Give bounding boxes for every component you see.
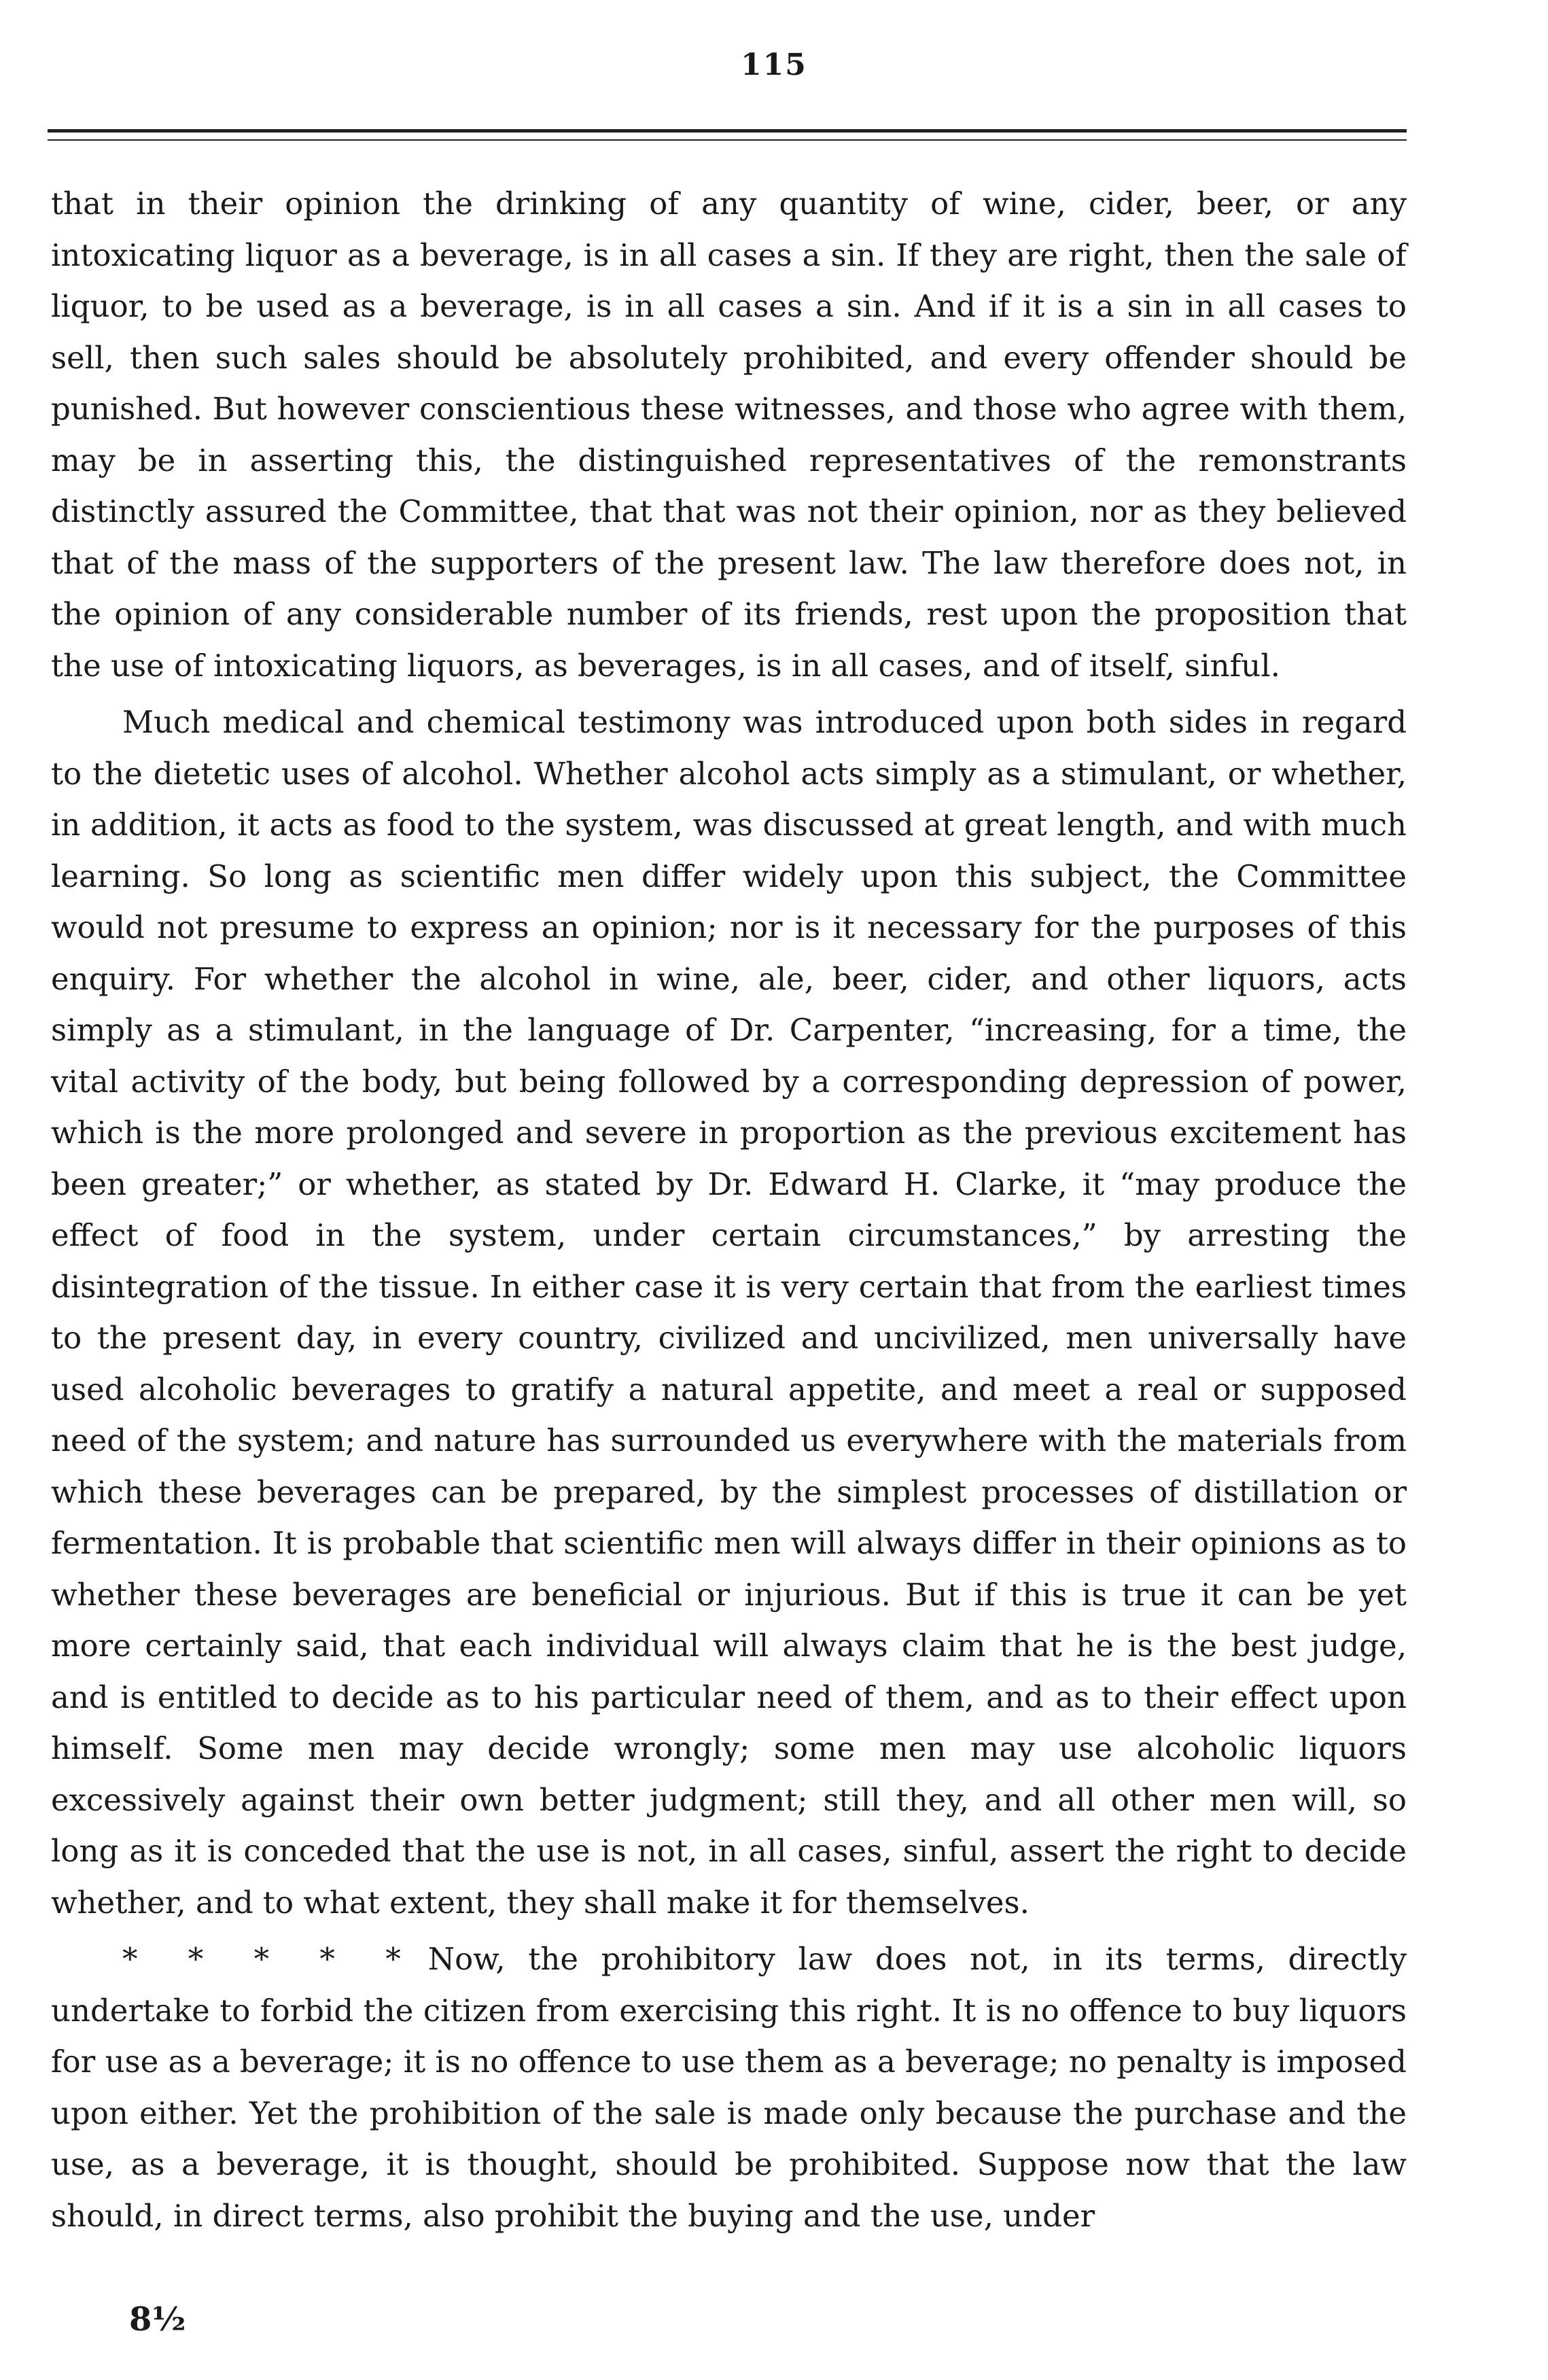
paragraph: Much medical and chemical testimony was introduced upon both sides in regard to the dietetic uses of alcohol. Whether alcohol acts simply as a stimulant, or whether, in addition, it acts as food to the system, was discussed at great length, and with much learning. So long as scientific men differ widely upon this subject, the Committee would not presume to express an opinion; nor is it necessary for the purposes of this enquiry. For whether the alcohol in wine, ale, beer, cider, and other liquors, acts simply as a stimulant, in the language of Dr. Carpenter, “increasing, for a time, the vital activity of the body, but being followed by a corresponding depression of power, which is the more prolonged and severe in proportion as the previous excitement has been greater;” or whether, as stated by Dr. Edward H. Clarke, it “may produce the effect of food in the system, under certain circumstances,” by arresting the disintegration of the tissue. In either case it is very certain that from the earliest times to the present day, in every country, civilized and uncivilized, men universally have used alcoholic beverages to gratify a natural appetite, and meet a real or supposed need of the system; and nature has surrounded us everywhere with the materials from which these beverages can be prepared, by the simplest processes of distillation or fermentation. It is probable that scientific men will always differ in their opinions as to whether these beverages are beneficial or injurious. But if this is true it can be yet more certainly said, that each individual will always claim that he is the best judge, and is entitled to decide as to his particular need of them, and as to their effect upon himself. Some men may decide wrongly; some men may use alcoholic liquors excessively against their own better judgment; still they, and all other men will, so long as it is conceded that the use is not, in all cases, sinful, assert the right to decide whether, and to what extent, they shall make it for themselves. bbox=[51, 704, 1407, 1921]
paragraph bbox=[51, 1933, 1407, 2241]
paragraph-text: Now, the prohibitory law does not, in its terms, directly undertake to forbid the citizen from exercising this right. It is no offence to buy liquors for use as a beverage; it is no offence to use them as a beverage; no penalty is imposed upon either. Yet the prohibition of the sale is made only because the purchase and the use, as a beverage, it is thought, should be prohibited. Suppose now that the law should, in direct terms, also prohibit the buying and the use, under bbox=[51, 1941, 1407, 2234]
paragraph: that in their opinion the drinking of any quantity of wine, cider, beer, or any intoxicating liquor as a beverage, is in all cases a sin. If they are right, then the sale of liquor, to be used as a beverage, is in all cases a sin. And if it is a sin in all cases to sell, then such sales should be absolutely prohibited, and every offender should be punished. But however conscientious these witnesses, and those who agree with them, may be in asserting this, the distinguished representatives of the remonstrants distinctly assured the Committee, that that was not their opinion, nor as they believed that of the mass of the supporters of the present law. The law therefore does not, in the opinion of any considerable number of its friends, rest upon the proposition that the use of intoxicating liquors, as beverages, is in all cases, and of itself, sinful. bbox=[51, 186, 1407, 684]
header-rule bbox=[48, 129, 1407, 133]
body-text bbox=[51, 178, 1407, 2241]
signature-mark: 8½ bbox=[129, 2300, 186, 2339]
section-break-stars: * * * * * bbox=[122, 1941, 401, 1977]
header-rule-thin bbox=[48, 139, 1407, 141]
page-number: 115 bbox=[741, 48, 807, 82]
